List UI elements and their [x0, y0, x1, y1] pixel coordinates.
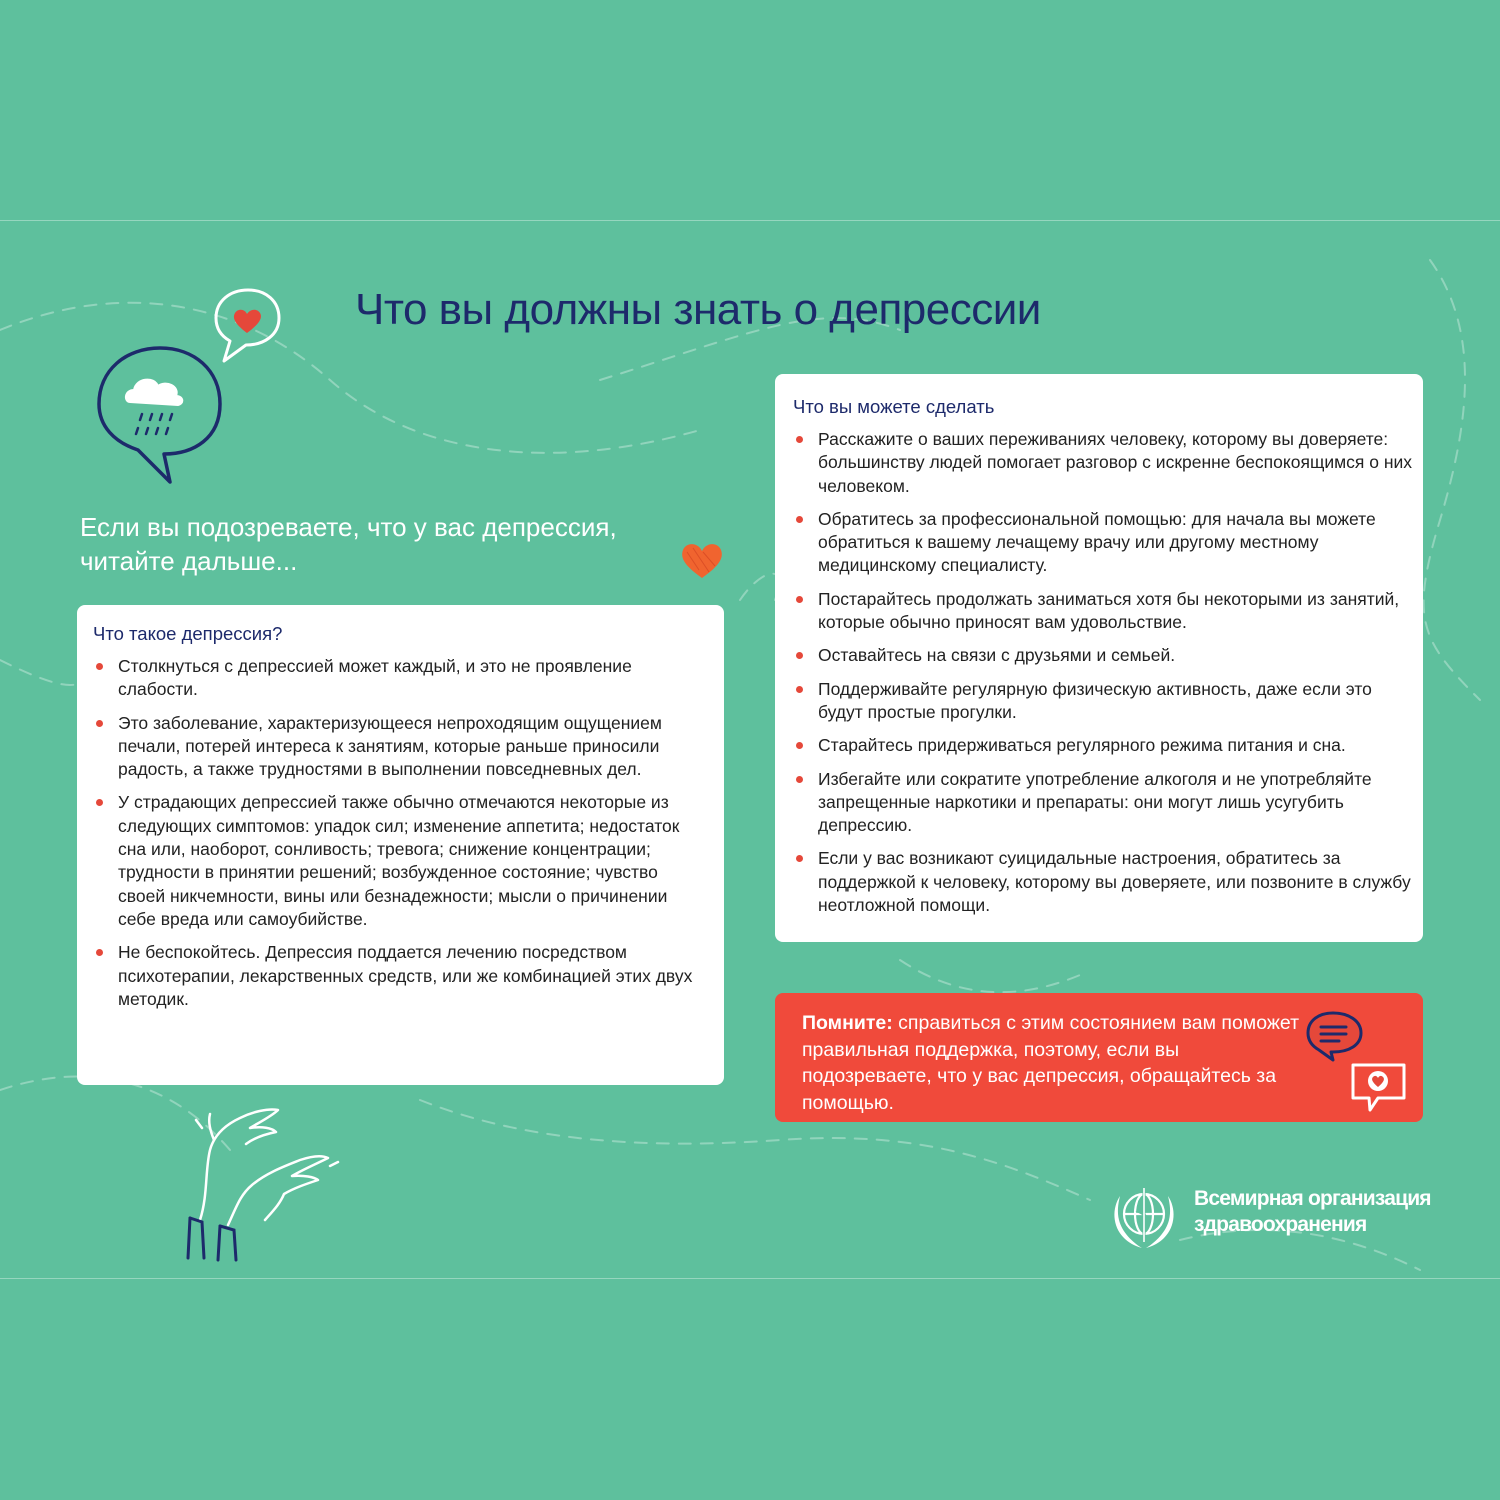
who-emblem-icon — [1106, 1182, 1182, 1254]
intro-text: Если вы подозреваете, что у вас депрессия, читайте дальше... — [80, 512, 617, 576]
list-item-text: Оставайтесь на связи с друзьями и семьей. — [818, 645, 1176, 666]
heart-icon — [679, 540, 725, 580]
bullet-dot — [96, 663, 103, 670]
organization-name: Всемирная организация здравоохранения — [1194, 1187, 1431, 1236]
list-item-text: Если у вас возникают суицидальные настроения, обратитесь за поддержкой к человеку, которому вы доверяете, или позвоните в службу неотложной помощи. — [818, 848, 1411, 916]
what-is-depression-card — [77, 605, 724, 1085]
speech-bubble-rain-cloud-icon — [94, 342, 226, 487]
list-item-text: Расскажите о ваших переживаниях человеку, которому вы доверяете: большинству людей помогает разговор с искренне беспокоящимся о них человеком. — [818, 429, 1413, 496]
list-item-text: Столкнуться с депрессией может каждый, и это не проявление слабости. — [118, 656, 632, 700]
bullet-dot — [796, 855, 803, 862]
remember-label: Помните: — [802, 1012, 893, 1034]
raised-hands-icon — [180, 1100, 340, 1265]
list-item — [93, 941, 708, 1011]
bullet-dot — [796, 686, 803, 693]
page-title: Что вы должны знать о депрессии — [355, 285, 1041, 334]
bullet-list — [793, 428, 1418, 917]
list-item-text: Обратитесь за профессиональной помощью: для начала вы можете обратиться к вашему лечащему врачу или другому местному медицинскому специалисту. — [818, 508, 1376, 576]
bullet-dot — [796, 436, 803, 443]
list-item-text: Это заболевание, характеризующееся непроходящим ощущением печали, потерей интереса к занятиям, которые раньше приносили радость, а также трудностями в выполнении повседневных дел. — [118, 712, 662, 780]
list-item — [793, 588, 1418, 635]
remember-body: справиться с этим состоянием вам поможет правильная поддержка, поэтому, если вы подозреваете, что у вас депрессия, обращайтесь за помощью. — [802, 1012, 1300, 1114]
list-item-text: Поддерживайте регулярную физическую активность, даже если это будут простые прогулки. — [818, 678, 1372, 722]
bullet-list — [93, 655, 708, 1011]
bullet-dot — [96, 720, 103, 727]
list-item — [793, 734, 1418, 757]
bullet-dot — [96, 799, 103, 806]
list-item-text: Старайтесь придерживаться регулярного режима питания и сна. — [818, 735, 1346, 756]
list-item — [93, 791, 708, 931]
list-item-text: У страдающих депрессией также обычно отмечаются некоторые из следующих симптомов: упадок сил; изменение аппетита; недостаток сна или, наоборот, сонливость; тревога; снижение концентрации; трудности в принятии решений; возбужденное состояние; чувство своей никчемности, вины или безнадежности; мысли о причинении себе вреда или самоубийстве. — [118, 792, 680, 929]
chat-lines-icon — [1305, 1010, 1365, 1062]
card-heading: Что вы можете сделать — [793, 396, 995, 417]
bullet-dot — [796, 596, 803, 603]
list-item — [793, 428, 1418, 498]
bullet-dot — [796, 652, 803, 659]
chat-heart-icon — [1348, 1060, 1410, 1116]
bullet-dot — [796, 776, 803, 783]
bullet-dot — [796, 742, 803, 749]
list-item — [793, 768, 1418, 838]
list-item — [793, 508, 1418, 578]
list-item — [93, 655, 708, 702]
list-item — [793, 678, 1418, 725]
what-you-can-do-card — [775, 374, 1423, 942]
list-item — [793, 847, 1418, 917]
list-item-text: Не беспокойтесь. Депрессия поддается лечению посредством психотерапии, лекарственных средств, или же комбинацией этих двух методик. — [118, 942, 693, 1009]
list-item-text: Избегайте или сократите употребление алкоголя и не употребляйте запрещенные наркотики и препараты: они могут лишь усугубить депрессию. — [818, 768, 1372, 836]
list-item-text: Постарайтесь продолжать заниматься хотя бы некоторыми из занятий, которые обычно приносят вам удовольствие. — [818, 588, 1400, 633]
card-heading: Что такое депрессия? — [93, 623, 283, 644]
list-item — [793, 644, 1418, 667]
bullet-dot — [96, 949, 103, 956]
remember-callout — [775, 993, 1423, 1122]
list-item — [93, 712, 708, 782]
bullet-dot — [796, 516, 803, 523]
remember-text — [802, 1010, 1302, 1116]
